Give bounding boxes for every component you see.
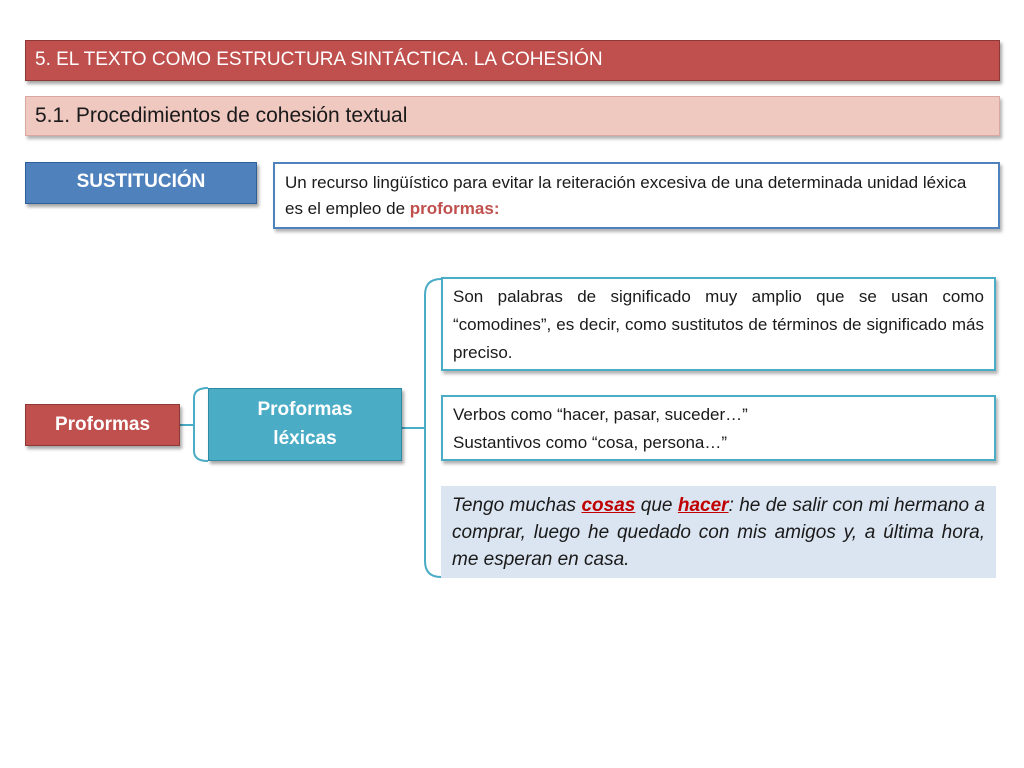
example-part1: Tengo muchas (452, 495, 582, 516)
definition-box (273, 162, 1000, 229)
section-title (25, 40, 1000, 81)
proformas-lexicas-line1: Proformas (257, 399, 353, 420)
sustitucion-label-text: SUSTITUCIÓN (76, 171, 206, 192)
verbs-example: Verbos como “hacer, pasar, suceder…” (453, 405, 748, 424)
examples-list-box (441, 395, 996, 461)
description-text: Son palabras de significado muy amplio que se usan como “comodines”, es decir, como sustitutos de términos de significado más preciso. (453, 287, 984, 362)
section-title-text: 5. EL TEXTO COMO ESTRUCTURA SINTÁCTICA. LA COHESIÓN (35, 49, 603, 70)
nouns-example: Sustantivos como “cosa, persona…” (453, 433, 728, 452)
proformas-lexicas-label (208, 388, 402, 461)
sustitucion-label (25, 162, 257, 204)
example-word-cosas: cosas (581, 495, 636, 516)
small-bracket (180, 388, 208, 461)
description-box (441, 277, 996, 371)
example-word-hacer: hacer (677, 495, 729, 516)
definition-highlight: proformas: (409, 199, 500, 218)
proformas-label (25, 404, 180, 446)
example-part3: : he de salir con mi hermano a comprar, luego he quedado con mis amigos y, a última hora, me esperan en casa. (452, 495, 985, 570)
large-bracket (402, 279, 441, 577)
subsection-title-text: 5.1. Procedimientos de cohesión textual (35, 104, 408, 127)
proformas-lexicas-line2: léxicas (273, 428, 337, 449)
proformas-label-text: Proformas (54, 414, 151, 435)
subsection-title (25, 96, 1000, 136)
example-sentence-box (441, 486, 996, 578)
example-part2: que (635, 495, 678, 516)
definition-text: Un recurso lingüístico para evitar la reiteración excesiva de una determinada unidad léxica es el empleo de (285, 173, 967, 218)
